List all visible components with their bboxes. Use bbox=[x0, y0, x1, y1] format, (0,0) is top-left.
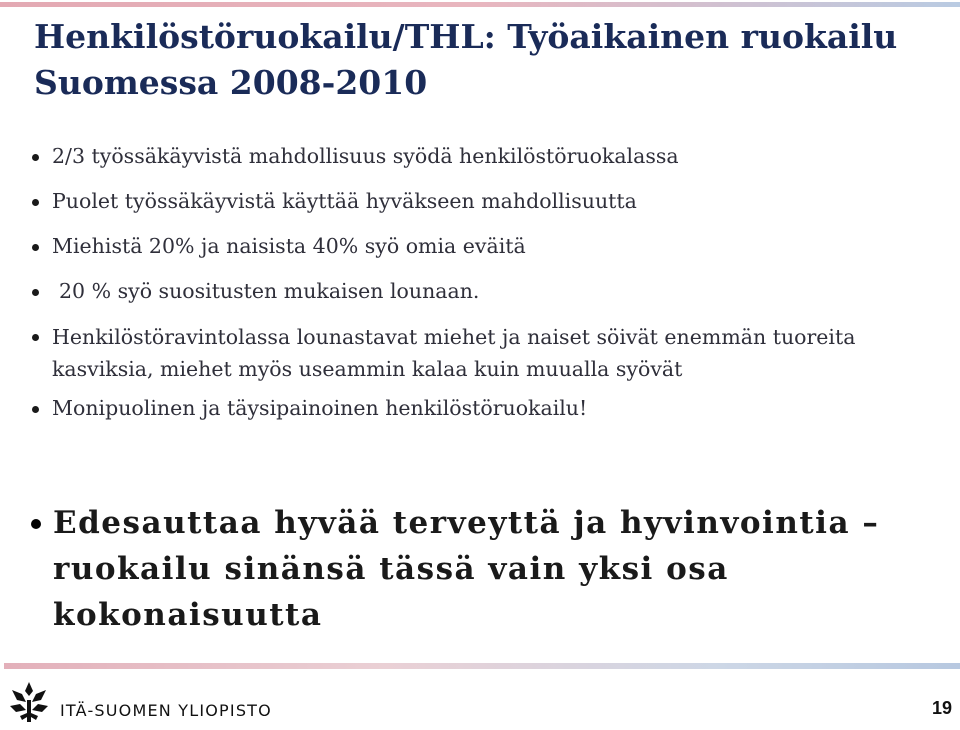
bottom-divider bbox=[4, 663, 960, 669]
slide-title-line-2: Suomessa 2008-2010 bbox=[34, 63, 428, 102]
bullet-item: 2/3 työssäkäyvistä mahdollisuus syödä henkilöstöruokalassa bbox=[30, 141, 958, 172]
page-number: 19 bbox=[931, 698, 952, 718]
bullet-list bbox=[30, 141, 958, 438]
university-name: ITÄ-SUOMEN YLIOPISTO bbox=[60, 701, 272, 720]
emphasis-line-1: Edesauttaa hyvää terveyttä ja hyvinvointia – bbox=[53, 505, 880, 541]
emphasis-line-2: ruokailu sinänsä tässä vain yksi osa kokonaisuutta bbox=[53, 551, 729, 633]
bullet-item: Miehistä 20% ja naisista 40% syö omia eväitä bbox=[30, 231, 958, 262]
emphasis-statement bbox=[28, 500, 948, 638]
emphasis-item bbox=[28, 500, 948, 638]
slide-title-line-1: Henkilöstöruokailu/THL: Työaikainen ruokailu bbox=[34, 17, 898, 56]
bullet-item: Henkilöstöravintolassa lounastavat miehet ja naiset söivät enemmän tuoreita kasviksia, miehet myös useammin kalaa kuin muualla syövät bbox=[30, 321, 958, 385]
top-divider bbox=[0, 2, 960, 7]
bullet-item: Puolet työssäkäyvistä käyttää hyväkseen mahdollisuutta bbox=[30, 186, 958, 217]
bullet-item: Monipuolinen ja täysipainoinen henkilöstöruokailu! bbox=[30, 393, 958, 424]
slide-title bbox=[34, 14, 934, 106]
footer bbox=[0, 676, 960, 730]
bullet-item: 20 % syö suositusten mukaisen lounaan. bbox=[30, 276, 958, 307]
university-logo-icon bbox=[8, 680, 50, 724]
